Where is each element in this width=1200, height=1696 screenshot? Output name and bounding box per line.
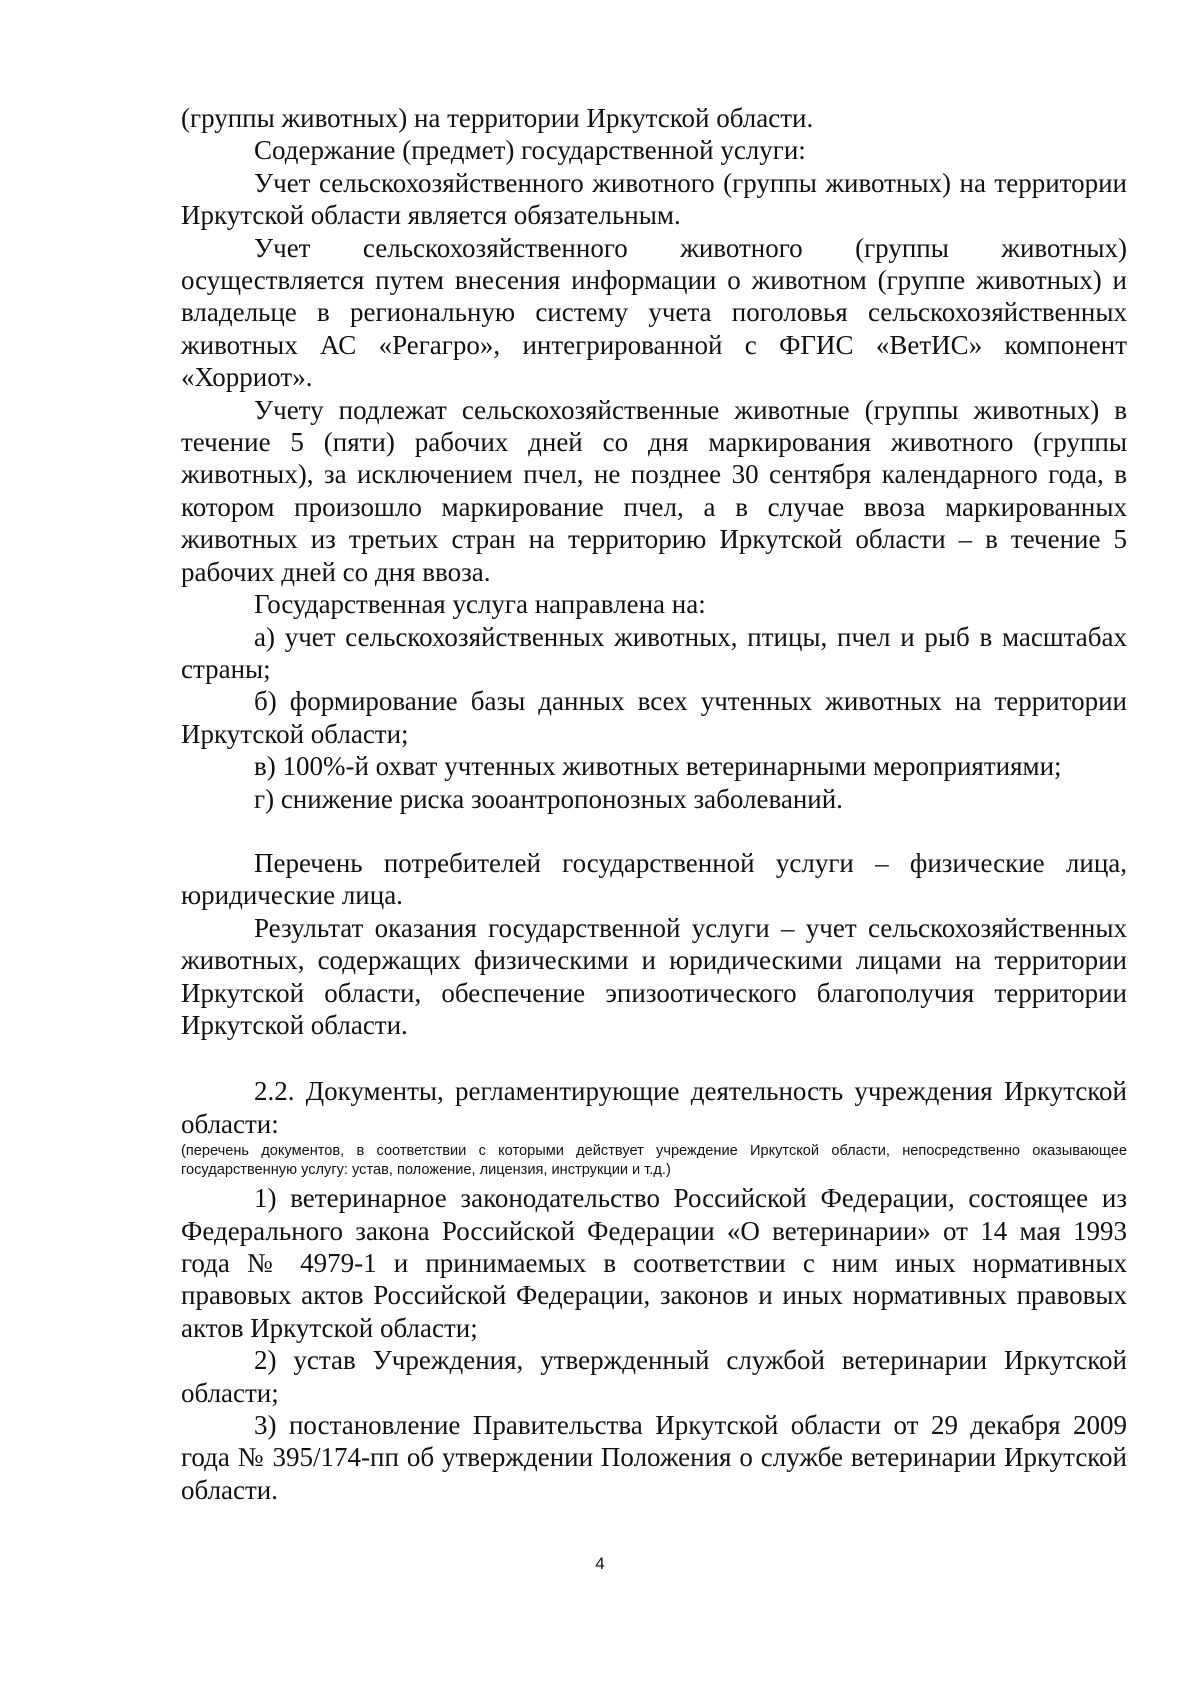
list-item-v: в) 100%-й охват учтенных животных ветеринарными мероприятиями;: [254, 751, 1062, 782]
paragraph-consumers: Перечень потребителей государственной услуги – физические лица, юридические лица.: [181, 847, 1127, 911]
blank-line: [181, 815, 1127, 847]
document-item-3: 3) постановление Правительства Иркутской области от 29 декабря 2009 года № 395/174-пп об утверждении Положения о службе ветеринарии Иркутской области.: [181, 1410, 1127, 1505]
section-heading-2-2: 2.2. Документы, регламентирующие деятельность учреждения Иркутской области:: [181, 1076, 1127, 1139]
paragraph-service-aims-heading: Государственная услуга направлена на:: [254, 589, 706, 620]
list-item-a: а) учет сельскохозяйственных животных, птицы, пчел и рыб в масштабах страны;: [181, 621, 1127, 684]
page-number: 4: [595, 1554, 605, 1573]
list-item-b: б) формирование базы данных всех учтенных животных на территории Иркутской области;: [181, 686, 1127, 749]
paragraph-service-content-heading: Содержание (предмет) государственной услуги:: [254, 135, 806, 166]
paragraph-result: Результат оказания государственной услуги – учет сельскохозяйственных животных, содержащих физическими и юридическими лицами на территории Иркутской области, обеспечение эпизоотического благополучия территории Иркутской области.: [181, 912, 1127, 1040]
paragraph-registration-method: Учет сельскохозяйственного животного (группы животных) осуществляется путем внесения информации о животном (группе животных) и владельце в региональную систему учета поголовья сельскохозяйственных животных АС «Регагро», интегрированной с ФГИС «ВетИС» компонент «Хорриот».: [181, 232, 1127, 393]
paragraph-continuation: (группы животных) на территории Иркутской области.: [181, 103, 814, 133]
document-body: [181, 102, 1127, 1506]
paragraph-registration-mandatory: Учет сельскохозяйственного животного (группы животных) на территории Иркутской области является обязательным.: [181, 167, 1127, 231]
document-item-2: 2) устав Учреждения, утвержденный службой ветеринарии Иркутской области;: [181, 1345, 1127, 1408]
list-item-g: г) снижение риска зооантропонозных заболеваний.: [254, 783, 843, 814]
section-note: (перечень документов, в соответствии с которыми действует учреждение Иркутской области, непосредственно оказывающее государственную услугу: устав, положение, лицензия, инструкции и т.д.): [181, 1143, 1127, 1179]
blank-line: [181, 1041, 1127, 1075]
paragraph-registration-deadline: Учету подлежат сельскохозяйственные животные (группы животных) в течение 5 (пяти) рабочих дней со дня маркирования животного (группы животных), за исключением пчел, не позднее 30 сентября календарного года, в котором произошло маркирование пчел, а в случае ввоза маркированных животных из третьих стран на территорию Иркутской области – в течение 5 рабочих дней со дня ввоза.: [181, 394, 1127, 587]
document-item-1: 1) ветеринарное законодательство Российской Федерации, состоящее из Федерального закона Российской Федерации «О ветеринарии» от 14 мая 1993 года № 4979-1 и принимаемых в соответствии с ним иных нормативных правовых актов Российской Федерации, законов и иных нормативных правовых актов Иркутской области;: [181, 1183, 1127, 1343]
